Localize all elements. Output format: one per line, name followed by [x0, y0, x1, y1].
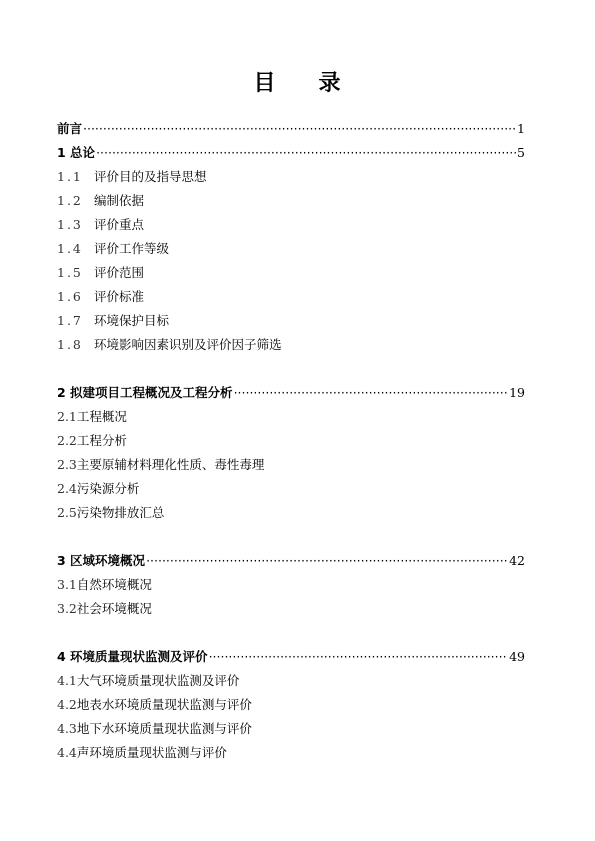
leader-dots	[83, 119, 516, 139]
subentry-number: 1.3	[57, 217, 83, 232]
toc-entry-label: 3 区域环境概况	[57, 553, 146, 568]
subentry-number: 1.7	[57, 313, 83, 328]
toc-subentry[interactable]	[57, 407, 525, 427]
title-char-2: 录	[318, 71, 342, 96]
toc-subentry[interactable]	[57, 743, 525, 763]
subentry-number: 2.3	[57, 457, 77, 472]
toc-entry-label: 1 总论	[57, 145, 96, 160]
toc-subentry[interactable]	[57, 263, 525, 283]
toc-page-number: 42	[509, 553, 525, 568]
subentry-text: 评价标准	[94, 289, 145, 304]
toc-subentry[interactable]	[57, 239, 525, 259]
toc-page-number: 5	[517, 145, 525, 160]
subentry-number: 2.5	[57, 505, 77, 520]
subentry-number: 2.1	[57, 409, 77, 424]
toc-subentry[interactable]	[57, 671, 525, 691]
subentry-text: 评价工作等级	[94, 241, 170, 256]
toc-subentry[interactable]	[57, 479, 525, 499]
toc-subentry[interactable]	[57, 311, 525, 331]
title-char-1: 目	[253, 71, 277, 96]
subentry-number: 3.1	[57, 577, 77, 592]
toc-subentry[interactable]	[57, 503, 525, 523]
toc-entry-chapter-4[interactable]	[57, 647, 525, 667]
subentry-text: 污染物排放汇总	[76, 505, 165, 520]
toc-entry-label: 4 环境质量现状监测及评价	[57, 649, 208, 664]
subentry-number: 1.2	[57, 193, 83, 208]
subentry-number: 4.2	[57, 697, 77, 712]
leader-dots	[96, 143, 516, 163]
toc-subentry[interactable]	[57, 335, 525, 355]
subentry-text: 污染源分析	[76, 481, 140, 496]
subentry-number: 1.1	[57, 169, 83, 184]
toc-subentry[interactable]	[57, 599, 525, 619]
subentry-number: 2.2	[57, 433, 77, 448]
leader-dots	[209, 647, 509, 667]
subentry-text: 地下水环境质量现状监测与评价	[76, 721, 252, 736]
toc-subentry[interactable]	[57, 191, 525, 211]
subentry-text: 主要原辅材料理化性质、毒性毒理	[76, 457, 265, 472]
toc-subentry[interactable]	[57, 719, 525, 739]
toc-page-number: 1	[517, 121, 525, 136]
toc-entry-chapter-3[interactable]	[57, 551, 525, 571]
subentry-number: 4.4	[57, 745, 77, 760]
subentry-text: 声环境质量现状监测与评价	[76, 745, 227, 760]
subentry-number: 2.4	[57, 481, 77, 496]
toc-page-number: 19	[509, 385, 525, 400]
toc-subentry[interactable]	[57, 575, 525, 595]
subentry-number: 1.6	[57, 289, 83, 304]
leader-dots	[146, 551, 508, 571]
subentry-number: 3.2	[57, 601, 77, 616]
subentry-text: 社会环境概况	[76, 601, 152, 616]
leader-dots	[234, 383, 509, 403]
toc-subentry[interactable]	[57, 455, 525, 475]
subentry-text: 编制依据	[94, 193, 145, 208]
subentry-number: 1.5	[57, 265, 83, 280]
toc-entry-preface[interactable]	[57, 119, 525, 139]
subentry-number: 4.3	[57, 721, 77, 736]
toc-entry-label: 2 拟建项目工程概况及工程分析	[57, 385, 233, 400]
toc-subentry[interactable]	[57, 695, 525, 715]
subentry-text: 环境保护目标	[94, 313, 170, 328]
page-title	[0, 66, 595, 97]
subentry-text: 地表水环境质量现状监测与评价	[76, 697, 252, 712]
subentry-number: 4.1	[57, 673, 77, 688]
subentry-text: 工程分析	[76, 433, 127, 448]
subentry-text: 自然环境概况	[76, 577, 152, 592]
toc-entry-chapter-1[interactable]	[57, 143, 525, 163]
subentry-text: 评价范围	[94, 265, 145, 280]
subentry-text: 评价目的及指导思想	[94, 169, 207, 184]
subentry-text: 环境影响因素识别及评价因子筛选	[94, 337, 282, 352]
toc-entry-label: 前言	[57, 121, 83, 136]
toc-subentry[interactable]	[57, 215, 525, 235]
toc-page-number: 49	[509, 649, 525, 664]
subentry-number: 1.8	[57, 337, 83, 352]
toc-subentry[interactable]	[57, 287, 525, 307]
toc-subentry[interactable]	[57, 167, 525, 187]
subentry-text: 工程概况	[76, 409, 127, 424]
subentry-number: 1.4	[57, 241, 83, 256]
subentry-text: 大气环境质量现状监测及评价	[76, 673, 240, 688]
toc-subentry[interactable]	[57, 431, 525, 451]
toc-entry-chapter-2[interactable]	[57, 383, 525, 403]
subentry-text: 评价重点	[94, 217, 145, 232]
